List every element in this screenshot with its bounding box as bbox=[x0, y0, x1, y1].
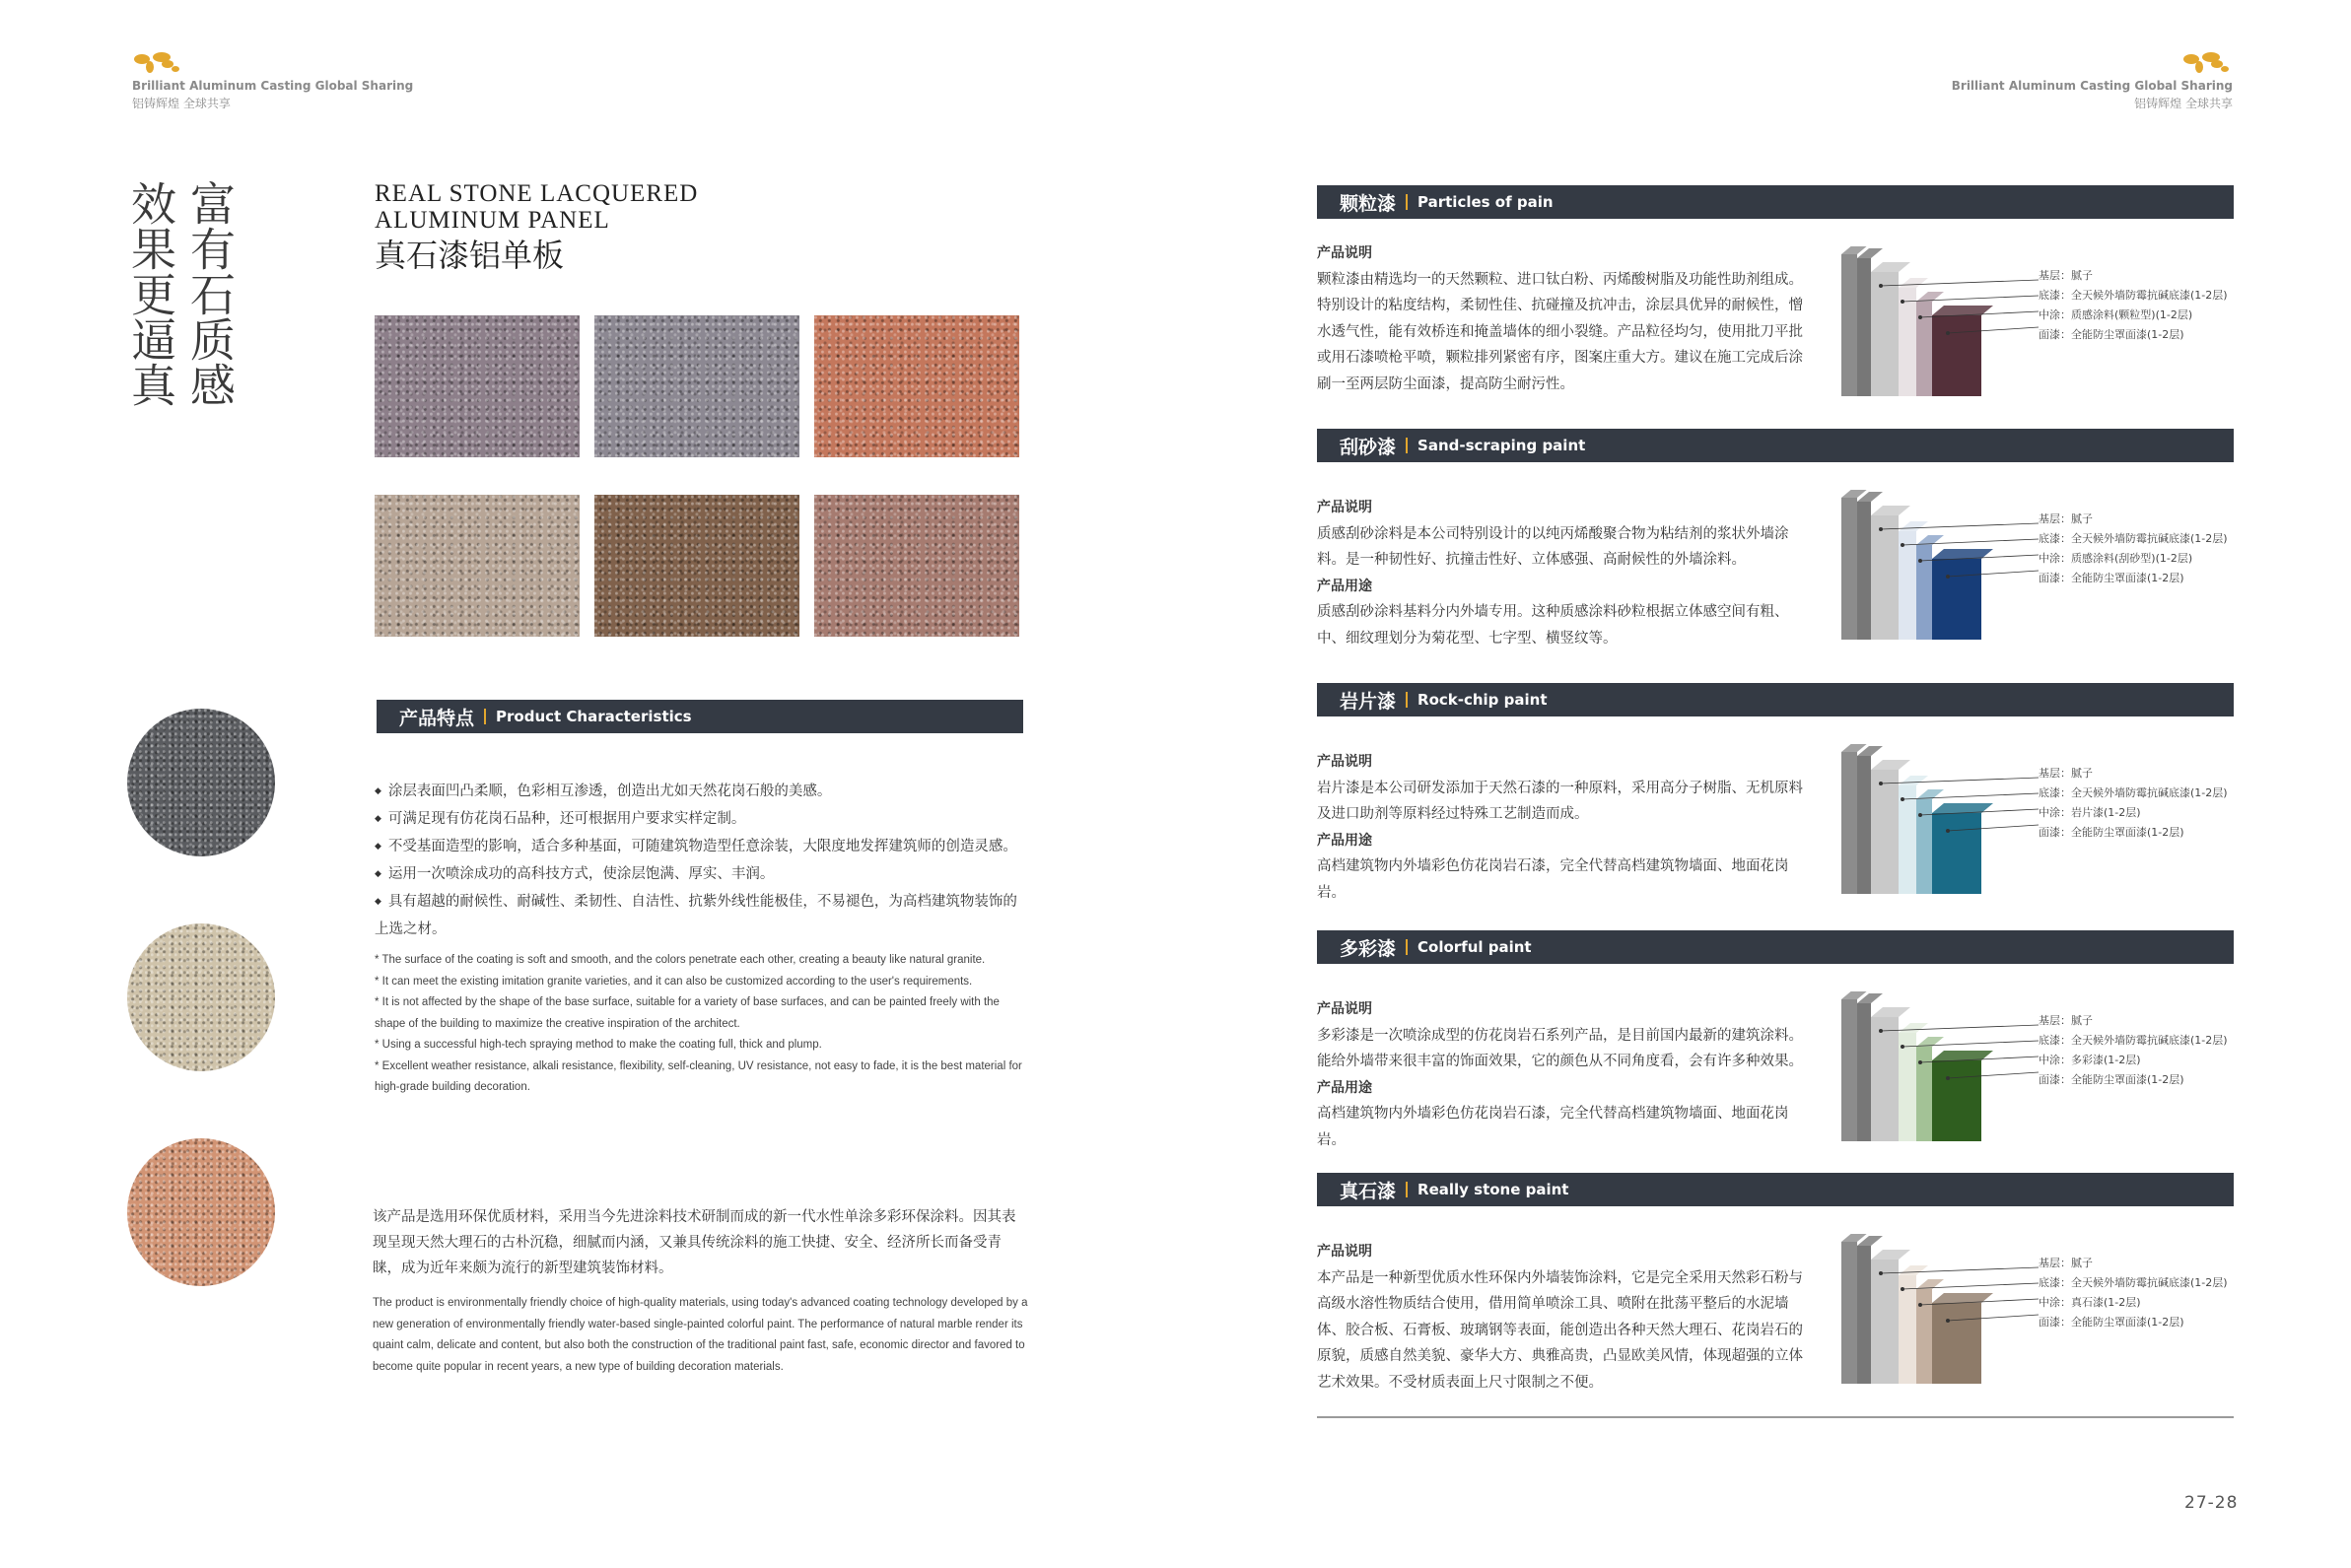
layer-block bbox=[1899, 531, 1916, 640]
layer-block bbox=[1841, 498, 1857, 640]
layer-diagram bbox=[1841, 744, 2039, 902]
note-item: * It can meet the existing imitation granite varieties, and it can also be customized according to the user's requirements. bbox=[375, 975, 973, 988]
layer-block bbox=[1899, 785, 1916, 894]
section-title-cn: 多彩漆 bbox=[1340, 937, 1397, 960]
layer-label: 基层：腻子 bbox=[2039, 1257, 2093, 1269]
section-title-cn: 真石漆 bbox=[1340, 1180, 1397, 1202]
section-header bbox=[1317, 185, 2234, 219]
layer-labels bbox=[2039, 764, 2228, 843]
layer-label: 中涂：质感涂料(颗粒型)(1-2层) bbox=[2039, 308, 2193, 321]
note-item: * Excellent weather resistance, alkali resistance, flexibility, self-cleaning, UV resistance, not easy to fade, it is the best material for high-grade building decoration. bbox=[375, 1059, 1022, 1093]
layer-label: 面漆：全能防尘罩面漆(1-2层) bbox=[2039, 328, 2184, 341]
layer-block bbox=[1841, 752, 1857, 894]
section-text bbox=[1317, 1239, 1810, 1396]
texture-circle bbox=[127, 1138, 275, 1286]
note-item: * Using a successful high-tech spraying method to make the coating full, thick and plump. bbox=[375, 1039, 822, 1051]
note-item: * It is not affected by the shape of the base surface, suitable for a variety of base surfaces, and can be painted freely with the shape of the building to maximize the creative inspiration of the architect. bbox=[375, 996, 1000, 1030]
layer-block bbox=[1899, 1275, 1916, 1384]
layer-labels bbox=[2039, 1011, 2228, 1090]
title-en-line2: ALUMINUM PANEL bbox=[375, 207, 610, 234]
layer-top bbox=[1899, 278, 1928, 288]
layer-label: 基层：腻子 bbox=[2039, 269, 2093, 282]
list-item: ◆ 具有超越的耐候性、耐碱性、柔韧性、自洁性、抗紫外线性能极佳，不易褪色，为高档建筑物装饰的上选之材。 bbox=[375, 889, 1025, 942]
brand-logo-right bbox=[1952, 47, 2233, 111]
description-cn: 该产品是选用环保优质材料，采用当今先进涂料技术研制而成的新一代水性单涂多彩环保涂料。因其表现呈现天然大理石的古朴沉稳，细腻而内涵，又兼具传统涂料的施工快捷、安全、经济所长而备受青睐，成为近年来颇为流行的新型建筑装饰材料。 bbox=[373, 1209, 1016, 1276]
layer-top bbox=[1871, 506, 1910, 515]
layer-top bbox=[1899, 1265, 1928, 1275]
layer-label: 中涂：岩片漆(1-2层) bbox=[2039, 806, 2141, 819]
heading-divider bbox=[1406, 1182, 1408, 1197]
layer-block bbox=[1841, 1242, 1857, 1384]
layer-label: 底漆：全天候外墙防霉抗碱底漆(1-2层) bbox=[2039, 1276, 2228, 1289]
title-en-line1: REAL STONE LACQUERED bbox=[375, 180, 699, 207]
section-body: 本产品是一种新型优质水性环保内外墙装饰涂料，它是完全采用天然彩石粉与高级水溶性物质结合使用，借用简单喷涂工具、喷附在批荡平整后的水泥墙体、胶合板、石膏板、玻璃钢等表面，能创造出各种天然大理石、花岗岩石的原貌，质感自然美貌、豪华大方、典雅高贵，凸显欧美风情，体现超强的立体艺术效果。不受材质表面上尺寸限制之不便。 bbox=[1317, 1269, 1803, 1391]
layer-block bbox=[1899, 288, 1916, 396]
layer-label: 面漆：全能防尘罩面漆(1-2层) bbox=[2039, 572, 2184, 584]
tagline-cn: 铝铸辉煌 全球共享 bbox=[2134, 97, 2233, 110]
section-body: 多彩漆是一次喷涂成型的仿花岗岩石系列产品，是目前国内最新的建筑涂料。能给外墙带来很丰富的饰面效果，它的颜色从不同角度看，会有许多种效果。 bbox=[1317, 1027, 1803, 1069]
layer-top bbox=[1871, 1007, 1910, 1017]
layer-labels bbox=[2039, 1254, 2228, 1332]
layer-diagram bbox=[1841, 991, 2039, 1149]
section-text bbox=[1317, 495, 1810, 651]
layer-block bbox=[1857, 1003, 1871, 1141]
section-header bbox=[1317, 683, 2234, 716]
section-body: 质感刮砂涂料基料分内外墙专用。这种质感涂料砂粒根据立体感空间有粗、中、细纹理划分为菊花型、七字型、横竖纹等。 bbox=[1317, 604, 1789, 647]
layer-label: 基层：腻子 bbox=[2039, 767, 2093, 780]
tagline-en: Brilliant Aluminum Casting Global Sharing bbox=[1951, 79, 2233, 93]
heading-divider bbox=[1406, 438, 1408, 453]
layer-label: 中涂：质感涂料(刮砂型)(1-2层) bbox=[2039, 552, 2193, 565]
layer-block bbox=[1916, 1289, 1932, 1384]
layer-block bbox=[1932, 1060, 1981, 1141]
section-title-cn: 颗粒漆 bbox=[1340, 192, 1397, 215]
section-subhead: 产品用途 bbox=[1317, 578, 1372, 594]
layer-block bbox=[1932, 813, 1981, 894]
section-text bbox=[1317, 240, 1810, 397]
layer-top bbox=[1871, 1250, 1910, 1260]
stone-swatch bbox=[375, 495, 580, 637]
section-body: 质感刮砂涂料是本公司特别设计的以纯丙烯酸聚合物为粘结剂的浆状外墙涂料。是一种韧性好、抗撞击性好、立体感强、高耐候性的外墙涂料。 bbox=[1317, 525, 1789, 568]
list-item: ◆ 可满足现有仿花岗石品种，还可根据用户要求实样定制。 bbox=[375, 806, 1025, 834]
note-item: * The surface of the coating is soft and smooth, and the colors penetrate each other, creating a beauty like natural granite. bbox=[375, 954, 986, 966]
section-subhead: 产品说明 bbox=[1317, 1001, 1372, 1017]
slogan-col-left: 效果更逼真 bbox=[124, 180, 177, 407]
texture-circle bbox=[127, 709, 275, 856]
stone-swatch bbox=[594, 315, 799, 457]
layer-block bbox=[1857, 258, 1871, 396]
heading-divider bbox=[1406, 939, 1408, 955]
features-notes-en bbox=[375, 950, 1029, 1099]
layer-block bbox=[1916, 545, 1932, 640]
layer-label: 底漆：全天候外墙防霉抗碱底漆(1-2层) bbox=[2039, 1034, 2228, 1047]
layer-label: 中涂：多彩漆(1-2层) bbox=[2039, 1054, 2141, 1066]
section-subhead: 产品用途 bbox=[1317, 1079, 1372, 1096]
description-en: The product is environmentally friendly choice of high-quality materials, using today's advanced coating technology developed by a new generation of environmentally friendly water-based single-painted colorful paint. The performance of natural marble render its quaint calm, delicate and content, but also both the construction of the traditional paint fast, safe, economic director and favored to become quite popular in recent years, a new type of building decoration materials. bbox=[373, 1297, 1028, 1373]
layer-block bbox=[1871, 1017, 1899, 1141]
section-body: 高档建筑物内外墙彩色仿花岗岩石漆，完全代替高档建筑物墙面、地面花岗岩。 bbox=[1317, 858, 1789, 901]
tagline-cn: 铝铸辉煌 全球共享 bbox=[132, 97, 231, 110]
heading-divider bbox=[1406, 194, 1408, 210]
layer-label: 面漆：全能防尘罩面漆(1-2层) bbox=[2039, 826, 2184, 839]
section-title-en: Really stone paint bbox=[1418, 1181, 1569, 1198]
layer-block bbox=[1871, 1260, 1899, 1384]
section-subhead: 产品用途 bbox=[1317, 832, 1372, 849]
layer-top bbox=[1871, 760, 1910, 770]
section-subhead: 产品说明 bbox=[1317, 1244, 1372, 1260]
list-item: ◆ 不受基面造型的影响，适合多种基面，可随建筑物造型任意涂装，大限度地发挥建筑师的创造灵感。 bbox=[375, 834, 1025, 861]
stone-swatch bbox=[814, 315, 1019, 457]
features-heading-en: Product Characteristics bbox=[496, 708, 692, 725]
features-list-cn bbox=[375, 779, 1025, 942]
heading-divider bbox=[484, 709, 486, 724]
heading-divider bbox=[1406, 692, 1408, 708]
layer-block bbox=[1932, 1303, 1981, 1384]
vertical-slogan bbox=[124, 180, 237, 407]
layer-block bbox=[1916, 1047, 1932, 1141]
section-text bbox=[1317, 749, 1810, 906]
section-body: 高档建筑物内外墙彩色仿花岗岩石漆，完全代替高档建筑物墙面、地面花岗岩。 bbox=[1317, 1106, 1789, 1148]
layer-label: 面漆：全能防尘罩面漆(1-2层) bbox=[2039, 1073, 2184, 1086]
layer-labels bbox=[2039, 266, 2228, 345]
layer-block bbox=[1871, 770, 1899, 894]
page-title bbox=[375, 180, 698, 275]
page-number: 27-28 bbox=[2184, 1493, 2239, 1513]
texture-circle bbox=[127, 923, 275, 1071]
features-heading-cn: 产品特点 bbox=[399, 707, 475, 729]
stone-swatch bbox=[375, 315, 580, 457]
section-body: 颗粒漆由精选均一的天然颗粒、进口钛白粉、丙烯酸树脂及功能性助剂组成。特别设计的粘度结构，柔韧性佳、抗碰撞及抗冲击，涂层具优异的耐候性，憎水透气性，能有效桥连和掩盖墙体的细小裂缝。产品粒径均匀，使用批刀平批或用石漆喷枪平喷，颗粒排列紧密有序，图案庄重大方。建议在施工完成后涂刷一至两层防尘面漆，提高防尘耐污性。 bbox=[1317, 271, 1803, 392]
layer-diagram bbox=[1841, 490, 2039, 648]
layer-block bbox=[1857, 756, 1871, 894]
layer-block bbox=[1916, 799, 1932, 894]
list-item: ◆ 涂层表面凹凸柔顺，色彩相互渗透，创造出尤如天然花岗石般的美感。 bbox=[375, 779, 1025, 806]
layer-diagram bbox=[1841, 246, 2039, 404]
list-item: ◆ 运用一次喷涂成功的高科技方式，使涂层饱满、厚实、丰润。 bbox=[375, 861, 1025, 889]
stone-swatch bbox=[594, 495, 799, 637]
section-title-cn: 岩片漆 bbox=[1340, 690, 1397, 713]
layer-label: 底漆：全天候外墙防霉抗碱底漆(1-2层) bbox=[2039, 532, 2228, 545]
layer-block bbox=[1871, 272, 1899, 396]
section-title-cn: 刮砂漆 bbox=[1340, 436, 1397, 458]
layer-block bbox=[1932, 315, 1981, 396]
tagline-en: Brilliant Aluminum Casting Global Sharing bbox=[132, 79, 414, 93]
layer-label: 中涂：真石漆(1-2层) bbox=[2039, 1296, 2141, 1309]
world-map-icon bbox=[2181, 47, 2233, 77]
section-body: 岩片漆是本公司研发添加于天然石漆的一种原料，采用高分子树脂、无机原料及进口助剂等原料经过特殊工艺制造而成。 bbox=[1317, 780, 1803, 822]
layer-top bbox=[1871, 262, 1910, 272]
layer-label: 面漆：全能防尘罩面漆(1-2层) bbox=[2039, 1316, 2184, 1329]
layer-label: 底漆：全天候外墙防霉抗碱底漆(1-2层) bbox=[2039, 289, 2228, 302]
section-title-en: Sand-scraping paint bbox=[1418, 437, 1586, 454]
section-title-en: Rock-chip paint bbox=[1418, 691, 1548, 709]
layer-block bbox=[1841, 999, 1857, 1141]
features-header bbox=[377, 700, 1023, 733]
section-title-en: Colorful paint bbox=[1418, 938, 1532, 956]
layer-block bbox=[1932, 559, 1981, 640]
layer-block bbox=[1857, 1246, 1871, 1384]
layer-top bbox=[1899, 776, 1928, 785]
layer-block bbox=[1916, 302, 1932, 396]
world-map-icon bbox=[132, 47, 183, 77]
section-header bbox=[1317, 1173, 2234, 1206]
layer-block bbox=[1871, 515, 1899, 640]
section-title-en: Particles of pain bbox=[1418, 193, 1554, 211]
bottom-divider bbox=[1317, 1416, 2234, 1418]
section-text bbox=[1317, 996, 1810, 1153]
layer-labels bbox=[2039, 510, 2228, 588]
layer-top bbox=[1899, 521, 1928, 531]
section-subhead: 产品说明 bbox=[1317, 754, 1372, 770]
brand-logo-left bbox=[132, 47, 413, 111]
layer-block bbox=[1841, 254, 1857, 396]
layer-diagram bbox=[1841, 1234, 2039, 1392]
layer-label: 底漆：全天候外墙防霉抗碱底漆(1-2层) bbox=[2039, 786, 2228, 799]
layer-block bbox=[1857, 502, 1871, 640]
section-subhead: 产品说明 bbox=[1317, 245, 1372, 261]
layer-top bbox=[1899, 1023, 1928, 1033]
layer-label: 基层：腻子 bbox=[2039, 512, 2093, 525]
slogan-col-right: 富有石质感 bbox=[183, 180, 237, 407]
section-header bbox=[1317, 930, 2234, 964]
section-header bbox=[1317, 429, 2234, 462]
layer-block bbox=[1899, 1033, 1916, 1141]
layer-label: 基层：腻子 bbox=[2039, 1014, 2093, 1027]
stone-swatch bbox=[814, 495, 1019, 637]
section-subhead: 产品说明 bbox=[1317, 500, 1372, 515]
title-cn: 真石漆铝单板 bbox=[375, 237, 565, 274]
